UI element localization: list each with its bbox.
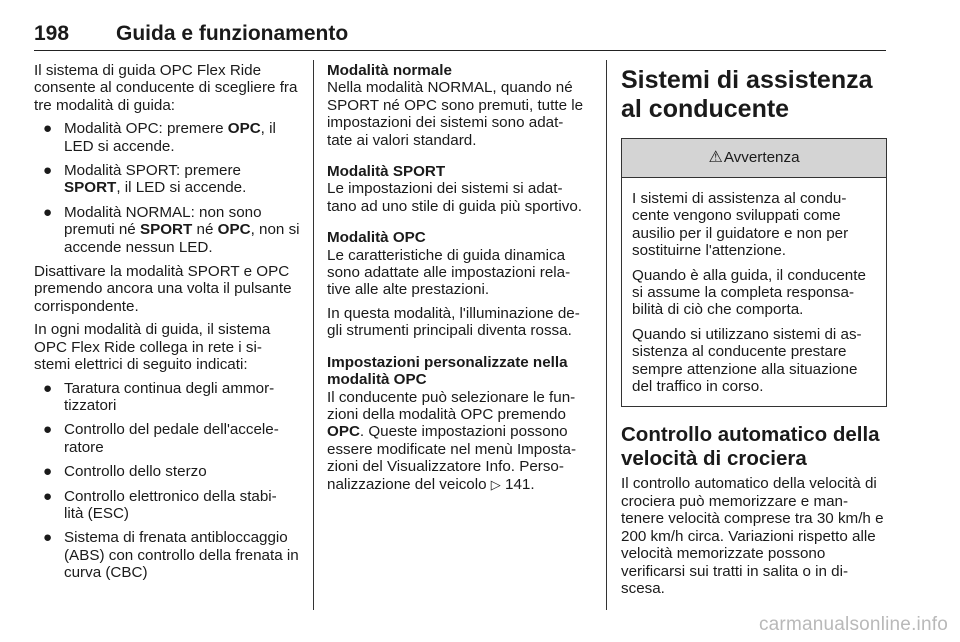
column-divider	[313, 60, 314, 610]
column-middle	[327, 62, 591, 507]
warning-paragraph: Quando è alla guida, il conducente si assume la completa responsa- bilità di ciò che comporta.	[632, 266, 866, 319]
subheading: Modalità OPC	[327, 229, 426, 247]
triangle-ref-icon: ▷	[490, 476, 501, 492]
bullet-icon: ●	[43, 162, 53, 180]
network-intro-paragraph: In ogni modalità di guida, il sistema OPC Flex Ride collega in rete i si- stemi elettrici di seguito indicati:	[34, 321, 271, 374]
bullet-icon: ●	[43, 421, 53, 439]
bullet-icon: ●	[43, 463, 53, 481]
paragraph: In questa modalità, l'illuminazione de- gli strumenti principali diventa rossa.	[327, 304, 580, 340]
list-item: ● Controllo dello sterzo	[43, 463, 207, 481]
chapter-heading: Sistemi di assistenza al conducente	[621, 66, 873, 123]
list-item: ● Sistema di frenata antibloccaggio (ABS) con controllo della frenata in curva (CBC)	[43, 529, 299, 582]
bullet-icon: ●	[43, 203, 53, 221]
page-number: 198	[34, 22, 70, 45]
sport-mode-block	[327, 163, 591, 215]
column-left	[34, 62, 300, 589]
subheading: Modalità SPORT	[327, 163, 446, 181]
paragraph: Il conducente può selezionare le fun- zioni della modalità OPC premendo OPC. Queste impostazioni possono essere modificate nel menù Imposta- zioni del Visualizzatore Info. Perso- nalizzazione del veicolo ▷ 141.	[327, 388, 577, 493]
list-item: ● Modalità OPC: premere OPC, il LED si accende.	[43, 120, 276, 155]
warning-icon: ⚠	[708, 149, 723, 167]
paragraph: Le caratteristiche di guida dinamica sono adattate alle impostazioni rela- tive alle alte prestazioni.	[327, 246, 571, 299]
list-item: ● Controllo elettronico della stabi- lità (ESC)	[43, 487, 277, 522]
paragraph: Nella modalità NORMAL, quando né SPORT né OPC sono premuti, tutte le impostazioni dei sistemi sono adat- tate ai valori standard.	[327, 79, 584, 149]
watermark: carmanualsonline.info	[758, 614, 948, 635]
normal-mode-block	[327, 62, 591, 149]
warning-body	[622, 178, 886, 406]
page-header	[34, 20, 886, 51]
subheading: Modalità normale	[327, 62, 452, 79]
systems-list	[34, 380, 300, 582]
bullet-icon: ●	[43, 529, 53, 547]
list-item: ● Taratura continua degli ammor- tizzatori	[43, 379, 275, 414]
warning-box	[621, 138, 887, 407]
section-title: Guida e funzionamento	[116, 22, 349, 45]
intro-paragraph: Il sistema di guida OPC Flex Ride consente al conducente di scegliere fra tre modalità di guida:	[34, 62, 298, 114]
section-heading: Controllo automatico della velocità di crociera	[621, 423, 880, 471]
cruise-paragraph: Il controllo automatico della velocità di crociera può memorizzare e man- tenere velocità comprese tra 30 km/h e 200 km/h circa. Variazioni rispetto alle velocità memorizzate possono verificarsi sui tratti in salita o in di- scesa.	[621, 475, 884, 597]
warning-header	[622, 139, 886, 178]
column-right	[621, 62, 887, 603]
warning-paragraph: I sistemi di assistenza al condu- cente vengono sviluppati come ausilio per il guidatore e non per sostituirne l'attenzione.	[632, 190, 849, 260]
list-item: ● Modalità SPORT: premere SPORT, il LED si accende.	[43, 162, 247, 197]
warning-paragraph: Quando si utilizzano sistemi di as- sistenza al conducente prestare sempre attenzione alla situazione del traffico in corso.	[632, 325, 862, 396]
bullet-icon: ●	[43, 379, 53, 397]
custom-settings-block	[327, 354, 591, 493]
bullet-icon: ●	[43, 487, 53, 505]
list-item: ● Controllo del pedale dell'accele- ratore	[43, 421, 279, 456]
list-item: ● Modalità NORMAL: non sono premuti né SPORT né OPC, non si accende nessun LED.	[43, 203, 300, 256]
subheading: Impostazioni personalizzate nella modalità OPC	[327, 353, 568, 389]
warning-title: Avvertenza	[723, 149, 800, 167]
deactivate-paragraph: Disattivare la modalità SPORT e OPC premendo ancora una volta il pulsante corrispondente.	[34, 263, 292, 315]
opc-mode-block	[327, 229, 591, 339]
modes-list	[34, 120, 300, 256]
page-reference-link[interactable]: 141.	[505, 475, 535, 493]
paragraph: Le impostazioni dei sistemi si adat- tano ad uno stile di guida più sportivo.	[327, 180, 582, 215]
bullet-icon: ●	[43, 120, 53, 138]
column-divider	[606, 60, 607, 610]
